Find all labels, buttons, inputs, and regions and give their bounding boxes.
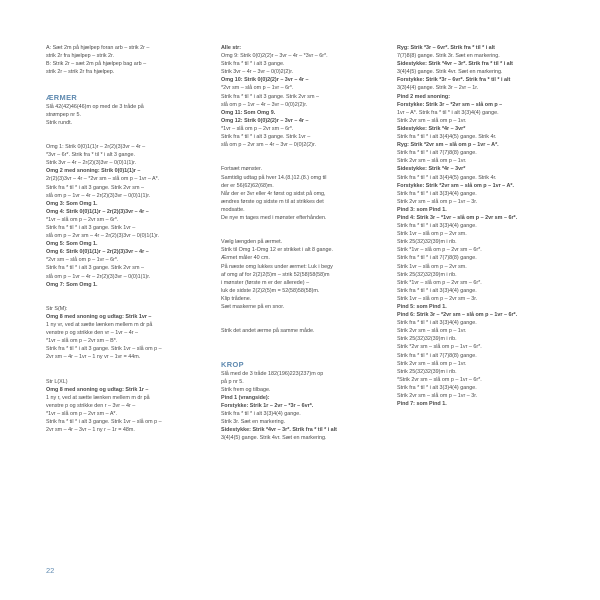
text-line: Strik til Omg 1-Omg 12 er strikket i alt 8 gange. [221, 247, 334, 254]
text-line: Omg 10: Strik 0(0)2(2)r – 3vr – 4r – [221, 77, 309, 84]
text-line: Omg 9: Strik 0(0)2(2)r – 3vr – 4r – *3vr – 6r*. [221, 53, 328, 60]
text-line: Strik fra * til * i alt 3(3)4(4) gange. [397, 320, 477, 327]
text-line: slå om p – 2vr sm – 4r – 2r(2)(3)3vr – 0(0)1(1)r. [46, 233, 159, 240]
text-line: Klip trådene. [221, 295, 252, 302]
text-line: Pind 2 med snoning: [397, 93, 451, 100]
text-line: Strik 1vr – slå om p – 2vr sm – 3r. [397, 295, 478, 302]
text-line: Strik 2vr sm – slå om p – 1vr. [397, 328, 467, 335]
text-line: slå om p – 1vr – 4r – 2r(2)(3)3vr – 0(0)1(1)r. [46, 192, 151, 199]
text-line: Sidestykke: Strik *4r – 3vr* [397, 166, 466, 173]
text-line: Pind 7: som Pind 1. [397, 401, 447, 408]
text-line: slå om p – 1vr – 4r – 3vr – 0(0)2(2)r. [221, 101, 308, 108]
text-line: Strik fra * til * i alt 3(3)4(4) gange. [397, 223, 477, 230]
text-line: *1vr – slå om p – 2vr sm – 6r*. [221, 125, 294, 132]
text-line: 1 ny r, ved at sætte lænken mellem m dr på [46, 394, 150, 401]
text-line: Strik 2vr sm – slå om p – 1vr. [397, 117, 467, 124]
text-line: Strik fra * til * i alt 7(7)8(8) gange. [397, 150, 477, 157]
text-line: Sidestykke: Strik *4vr – 3r*. Strik fra * til * i alt [397, 61, 513, 68]
text-line: A: Sæt 2m på hjælpep foran arb – strik 2r – [46, 45, 150, 51]
text-line: der er 56(62)62(68)m. [221, 182, 274, 189]
paragraph-gap [221, 319, 377, 327]
text-line: Strik *1vr – slå om p – 2vr sm – 6r*. [397, 247, 482, 254]
text-line: Strik 25(32)32(39)m i rib. [397, 368, 457, 375]
text-line: Strik rundt. [46, 119, 73, 126]
text-line: 3(3)4(4) gange. Strik 3r – 2vr – 1r. [397, 85, 479, 92]
paragraph-gap [46, 362, 202, 370]
section-heading: KROP [221, 359, 244, 369]
text-line: Strik fra * til * i alt 3(4)4(5) gange. Strik 4r. [397, 174, 497, 181]
text-line: Strik 1vr – slå om p – 2vr sm. [397, 231, 467, 238]
text-line: Strik fra * til * i alt 3 gange. Strik 1vr – [46, 224, 136, 231]
paragraph-gap [46, 370, 202, 378]
text-line: 7(7)8(8) gange. Strik 3r. Sæt en markering. [397, 53, 500, 60]
text-line: Omg 6: Strik 0(0)1(1)r – 2r(2)(3)3vr – 4r – [46, 249, 149, 256]
text-line: Forstykke: Strik *3r – 6vr*. Strik fra * til * i alt [397, 77, 511, 84]
text-line: Slå med de 3 tråde 182(196)223(237)m op [221, 370, 324, 377]
text-line: Strik fra * til * i alt 3(3)4(4) gange. [397, 384, 477, 391]
text-line: Omg 7: Som Omg 1. [46, 281, 98, 288]
text-line: Strik fra * til * i alt 3(4)4(5) gange. Strik 4r. [397, 134, 497, 141]
paragraph-gap [46, 289, 202, 297]
section-heading: ÆRMER [46, 92, 78, 102]
text-line: *1vr – slå om p – 2vr sm – B*. [46, 338, 118, 345]
text-line: Strik fra * til * i alt 3 gange. Strik 1vr – [221, 134, 311, 141]
text-line: Strik fra * til * i alt 3 gange. Strik 1vr – slå om p – [46, 419, 162, 426]
text-line: Strik 25(32)32(39)m i rib. [397, 271, 457, 278]
text-line: Strik fra * til * i alt 3(3)4(4) gange. [221, 411, 301, 418]
text-line: Strik fra * til * i alt 3 gange. [221, 61, 285, 68]
text-line: strømpep nr 5. [46, 111, 82, 118]
text-line: Strik 3vr – 4r – 2r(2)(3)3vr – 0(0)1(1)r. [46, 160, 137, 167]
text-line: Strik fra * til * i alt 3(3)4(4) gange. [397, 287, 477, 294]
text-line: Ryg: Strik *2vr sm – slå om p – 1vr – A*. [397, 142, 499, 149]
text-line: Strik frem og tilbage. [221, 386, 271, 393]
text-line: *Strik 2vr sm – slå om p – 1vr – 6r*. [397, 376, 482, 383]
text-line: strik 2r fra hjælpep – strik 2r. [46, 53, 115, 60]
text-line: 2vr sm – 4r – 1vr – 1 ny vr – 1vr = 44m. [46, 354, 141, 361]
text-line: Vælg længden på ærmet. [221, 239, 283, 246]
text-line: Omg 12: Strik 0(0)2(2)r – 3vr – 4r – [221, 117, 309, 124]
text-line: Fortsæt mønster. [221, 166, 263, 173]
text-column-middle [221, 44, 377, 443]
text-column-left [46, 44, 202, 434]
text-line: Omg 2 med snoning: Strik 0(0)1(1)r – [46, 168, 141, 175]
text-line: 1 ny vr, ved at sætte lænken mellem m dr på [46, 322, 153, 329]
text-line: Strik fra * til * i alt 3 gange. Strik 2vr sm – [221, 93, 319, 100]
text-line: Når der er 3vr eller 4r først og sidst på omg, [221, 190, 326, 197]
text-line: i mønster (første m er der allerede) – [221, 279, 310, 286]
text-column-right [397, 44, 553, 408]
text-line: Str L(XL) [46, 378, 68, 385]
paragraph-gap [221, 222, 377, 230]
text-line: Strik fra * til * i alt 3 gange. Strik 2vr sm – [46, 265, 144, 272]
text-line: Str S(M): [46, 305, 68, 312]
paragraph-gap [46, 135, 202, 143]
text-line: *1vr – slå om p – 2vr sm – A*. [46, 411, 118, 418]
text-line: Strik 2vr sm – slå om p – 1vr – 3r. [397, 198, 478, 205]
text-line: 2vr sm – 4r – 3vr – 1 ny r – 1r = 48m. [46, 427, 135, 434]
text-line: Ærmet måler 40 cm. [221, 255, 270, 262]
paragraph-gap [221, 149, 377, 157]
text-line: Strik 2vr sm – slå om p – 1vr. [397, 360, 467, 367]
text-line: slå om p – 2vr sm – 4r – 3vr – 0(0)2(2)r. [221, 142, 316, 149]
text-line: Omg 1: Strik 0(0)1(1)r – 2r(2)(3)3vr – 4r – [46, 144, 146, 151]
text-line: Omg 4: Strik 0(0)1(1)r – 2r(2)(3)3vr – 4r – [46, 208, 149, 215]
text-line: *3vr – 6r*. Strik fra * til * i alt 3 gange. [46, 152, 135, 159]
text-line: Strik fra * til * i alt 7(7)8(8) gange. [397, 255, 477, 262]
text-line: Sidestykke: Strik *4r – 3vr* [397, 125, 466, 132]
text-line: Strik det andet ærme på samme måde. [221, 328, 315, 335]
text-line: på p nr 5. [221, 378, 244, 385]
text-line: Pind 6: Strik 3r – *2vr sm – slå om p – 1vr – 6r*. [397, 312, 518, 319]
text-line: modsatte. [221, 206, 245, 213]
paragraph-gap [46, 84, 202, 92]
text-line: Sidestykke: Strik *4vr – 3r*. Strik fra * til * i alt [221, 427, 337, 434]
text-line: Omg 5: Som Omg 1. [46, 241, 98, 248]
text-line: Strik fra * til * i alt 7(7)8(8) gange. [397, 352, 477, 359]
text-line: Strik *1vr – slå om p – 2vr sm – 6r*. [397, 279, 482, 286]
text-line: Sæt maskerne på en snor. [221, 304, 285, 310]
text-line: 2r(2)(3)3vr – 4r – *2vr sm – slå om p – 1vr – A*. [46, 176, 160, 183]
page-number: 22 [46, 566, 55, 575]
text-line: *1vr – slå om p – 2vr sm – 6r*. [46, 216, 119, 223]
text-line: Forstykke: Strik 1r – 2vr – *3r – 6vr*. [221, 403, 314, 410]
text-line: 3(4)4(5) gange. Strik 4vr. Sæt en markering. [397, 69, 503, 76]
text-line: *2vr sm – slå om p – 1vr – 6r*. [221, 85, 294, 92]
text-line: venstre p og strikke den r – 3vr – 4r – [46, 403, 136, 410]
text-line: Strik 2vr sm – slå om p – 1vr – 3r. [397, 393, 478, 400]
text-line: strik 2r – strik 2r fra hjælpep. [46, 69, 115, 76]
text-line: *2vr sm – slå om p – 1vr – 6r*. [46, 257, 119, 264]
paragraph-gap [221, 335, 377, 343]
text-line: slå om p – 1vr – 4r – 2r(2)(3)3vr – 0(0)1(1)r. [46, 273, 151, 280]
text-line: Alle str: [221, 45, 242, 51]
text-line: På næste omg lukkes under ærmet: Luk i begy [221, 263, 333, 270]
text-line: Strik 1vr – slå om p – 2vr sm. [397, 263, 467, 270]
text-line: Forstykke: Strik 3r – *2vr sm – slå om p – [397, 101, 503, 108]
text-line: Samtidig udtag på hver 14.(8.)12.(8.) omg til [221, 174, 327, 181]
text-line: 1vr – A*. Strik fra * til * i alt 3(3)4(4) gange. [397, 109, 499, 116]
text-line: Strik 2vr sm – slå om p – 1vr. [397, 158, 467, 165]
text-line: Strik fra * til * i alt 3(3)4(4) gange. [397, 190, 477, 197]
paragraph-gap [221, 343, 377, 351]
text-line: Omg 3: Som Omg 1. [46, 200, 98, 207]
text-line: Omg 11: Som Omg 9. [221, 109, 276, 116]
paragraph-gap [46, 76, 202, 84]
text-line: Pind 1 (vrangside): [221, 394, 270, 401]
text-line: Forstykke: Strik *2vr sm – slå om p – 1vr – A*. [397, 182, 514, 189]
paragraph-gap [221, 352, 377, 360]
text-line: De nye m tages med i mønster efterhånden. [221, 214, 327, 221]
paragraph-gap [221, 230, 377, 238]
text-line: Strik 25(32)32(39)m i rib. [397, 336, 457, 343]
text-line: Pind 3: som Pind 1. [397, 206, 447, 213]
text-line: Omg 8 med snoning og udtag: Strik 1r – [46, 386, 149, 393]
text-line: Strik fra * til * i alt 3 gange. Strik 2vr sm – [46, 184, 144, 191]
text-line: 3(4)4(5) gange. Strik 4vr. Sæt en markering. [221, 435, 327, 442]
paragraph-gap [221, 311, 377, 319]
text-line: Strik 25(32)32(39)m i rib. [397, 239, 457, 246]
text-line: ændres første og sidste m til at strikkes det [221, 198, 324, 205]
text-line: Ryg: Strik *3r – 6vr*. Strik fra * til * i alt [397, 45, 495, 51]
text-line: Strik 3r. Sæt en markering. [221, 419, 286, 426]
text-line: Pind 5: som Pind 1. [397, 304, 447, 310]
text-line: Slå 42(42)46(46)m op med de 3 tråde på [46, 103, 144, 110]
text-line: B: Strik 2r – sæt 2m på hjælpep bag arb – [46, 61, 147, 68]
text-line: venstre p og strikke den vr – 1vr – 4r – [46, 330, 138, 337]
paragraph-gap [46, 297, 202, 305]
text-line: Strik *2vr sm – slå om p – 1vr – 6r*. [397, 344, 482, 351]
text-line: luk de sidste 2(2)2(5)m = 52(58)58(58)m. [221, 287, 320, 294]
text-line: Pind 4: Strik 3r – *1vr – slå om p – 2vr sm – 6r*. [397, 214, 518, 221]
paragraph-gap [46, 127, 202, 135]
text-line: Omg 8 med snoning og udtag: Strik 1vr – [46, 314, 152, 320]
text-line: Strik fra * til * i alt 3 gange. Strik 1vr – slå om p – [46, 346, 162, 353]
paragraph-gap [221, 157, 377, 165]
text-line: Strik 3vr – 4r – 3vr – 0(0)2(2)r. [221, 69, 294, 76]
text-line: af omg af for 2(2)2(5)m – strik 52(58)58(58)m [221, 271, 330, 278]
